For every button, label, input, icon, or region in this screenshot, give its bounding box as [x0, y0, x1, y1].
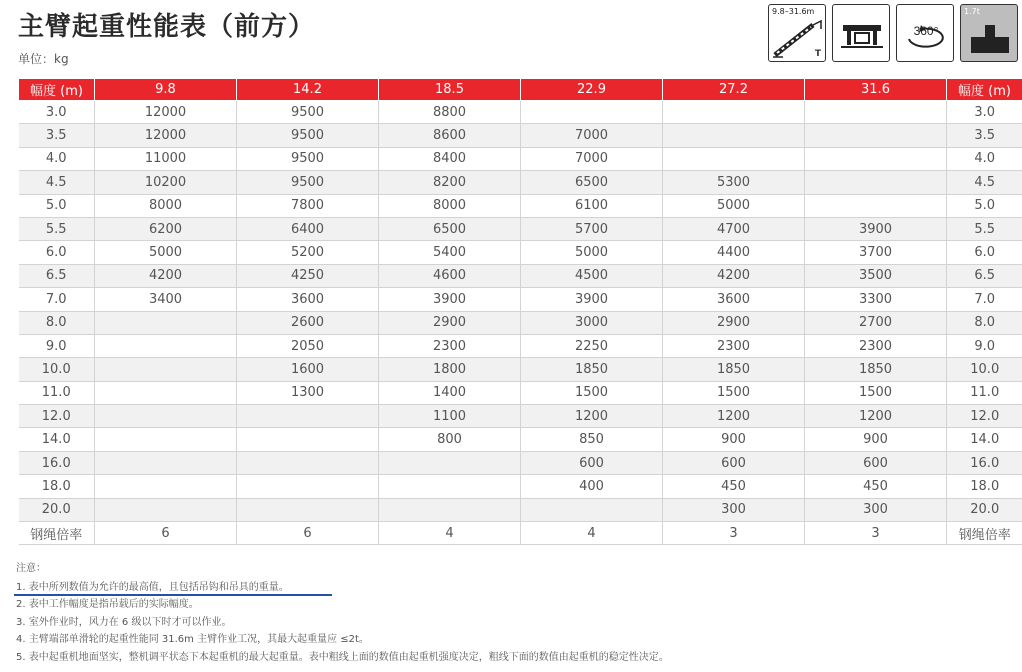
table-cell: 5200: [237, 241, 379, 264]
table-cell: 3.5: [947, 124, 1022, 147]
table-cell: 1850: [663, 358, 805, 381]
table-cell: 1400: [379, 381, 521, 404]
table-cell: 3: [663, 522, 805, 545]
table-cell: [237, 475, 379, 498]
table-cell: 4400: [663, 241, 805, 264]
table-cell: 2300: [379, 334, 521, 357]
table-cell: 3900: [379, 288, 521, 311]
table-cell: 18.0: [19, 475, 95, 498]
table-cell: 4200: [95, 264, 237, 287]
table-cell: 9.0: [947, 334, 1022, 357]
table-cell: 1600: [237, 358, 379, 381]
table-row: [19, 264, 1022, 287]
table-cell: [521, 498, 663, 521]
table-cell: 12.0: [19, 405, 95, 428]
table-cell: 2600: [237, 311, 379, 334]
table-cell: 5.5: [19, 217, 95, 240]
table-cell: [95, 405, 237, 428]
table-cell: [95, 311, 237, 334]
table-cell: 3300: [805, 288, 947, 311]
table-cell: 4: [521, 522, 663, 545]
table-cell: 3400: [95, 288, 237, 311]
table-cell: 8.0: [19, 311, 95, 334]
table-cell: 1200: [805, 405, 947, 428]
column-header: 27.2: [663, 79, 805, 101]
table-cell: 11.0: [19, 381, 95, 404]
table-cell: [95, 451, 237, 474]
table-row: [19, 475, 1022, 498]
table-cell: 900: [663, 428, 805, 451]
table-cell: 1500: [521, 381, 663, 404]
table-cell: 600: [663, 451, 805, 474]
column-header: 幅度 (m): [947, 79, 1022, 101]
table-cell: 2250: [521, 334, 663, 357]
table-cell: 1500: [663, 381, 805, 404]
table-cell: 14.0: [19, 428, 95, 451]
table-cell: 7.0: [19, 288, 95, 311]
boom-length-icon: [768, 4, 826, 62]
table-cell: 2900: [379, 311, 521, 334]
table-cell: 850: [521, 428, 663, 451]
table-row: [19, 241, 1022, 264]
table-cell: 450: [663, 475, 805, 498]
table-cell: 6.5: [19, 264, 95, 287]
table-cell: 2050: [237, 334, 379, 357]
table-cell: 7000: [521, 147, 663, 170]
table-cell: 3600: [663, 288, 805, 311]
table-cell: 2300: [805, 334, 947, 357]
page-title: 主臂起重性能表（前方）: [18, 12, 316, 42]
table-cell: 8800: [379, 101, 521, 124]
unit-label: 单位：kg: [18, 52, 69, 66]
table-cell: [237, 428, 379, 451]
note-item: 1. 表中所列数值为允许的最高值，且包括吊钩和吊具的重量。: [16, 581, 289, 593]
column-header: 18.5: [379, 79, 521, 101]
table-cell: [805, 101, 947, 124]
table-cell: 6.0: [19, 241, 95, 264]
table-cell: 1100: [379, 405, 521, 428]
table-cell: 4.5: [19, 171, 95, 194]
table-cell: 8.0: [947, 311, 1022, 334]
table-cell: [805, 124, 947, 147]
table-cell: [805, 171, 947, 194]
table-cell: 2900: [663, 311, 805, 334]
table-cell: 4: [379, 522, 521, 545]
table-cell: 18.0: [947, 475, 1022, 498]
notes-section: [16, 560, 669, 667]
table-cell: 4600: [379, 264, 521, 287]
rope-ratio-row: [19, 522, 1022, 545]
table-cell: 2300: [663, 334, 805, 357]
note-item: 3. 室外作业时，风力在 6 级以下时才可以作业。: [16, 616, 232, 628]
table-cell: 8000: [379, 194, 521, 217]
table-cell: 900: [805, 428, 947, 451]
table-row: [19, 288, 1022, 311]
table-cell: 400: [521, 475, 663, 498]
table-cell: 2700: [805, 311, 947, 334]
column-header: 22.9: [521, 79, 663, 101]
table-cell: 1200: [663, 405, 805, 428]
table-cell: 12000: [95, 101, 237, 124]
table-cell: 8400: [379, 147, 521, 170]
table-cell: 5300: [663, 171, 805, 194]
table-cell: 1800: [379, 358, 521, 381]
column-header: 31.6: [805, 79, 947, 101]
table-cell: 6: [237, 522, 379, 545]
table-row: [19, 217, 1022, 240]
table-cell: 10.0: [19, 358, 95, 381]
table-cell: [95, 498, 237, 521]
table-cell: [663, 124, 805, 147]
table-cell: 4.0: [19, 147, 95, 170]
table-cell: [379, 498, 521, 521]
table-cell: 5400: [379, 241, 521, 264]
table-cell: [805, 194, 947, 217]
table-cell: 600: [521, 451, 663, 474]
table-cell: 4250: [237, 264, 379, 287]
table-cell: [237, 451, 379, 474]
table-cell: [95, 381, 237, 404]
table-cell: 12.0: [947, 405, 1022, 428]
table-cell: 4.0: [947, 147, 1022, 170]
note-item: 4. 主臂端部单滑轮的起重性能同 31.6m 主臂作业工况，其最大起重量应 ≤2t。: [16, 634, 369, 646]
table-cell: 3600: [237, 288, 379, 311]
table-cell: 6400: [237, 217, 379, 240]
table-cell: [521, 101, 663, 124]
table-cell: 钢绳倍率: [947, 522, 1022, 545]
table-cell: 3700: [805, 241, 947, 264]
table-cell: [95, 475, 237, 498]
table-cell: 1850: [521, 358, 663, 381]
boom-length-sub: T: [814, 49, 821, 59]
table-row: [19, 147, 1022, 170]
selection-underline: [14, 594, 332, 596]
table-cell: 4700: [663, 217, 805, 240]
table-cell: 1300: [237, 381, 379, 404]
table-cell: 9500: [237, 101, 379, 124]
table-cell: 1200: [521, 405, 663, 428]
table-row: [19, 194, 1022, 217]
load-chart-table: [18, 78, 1022, 545]
table-row: [19, 334, 1022, 357]
table-cell: 5000: [663, 194, 805, 217]
table-row: [19, 381, 1022, 404]
table-cell: 4.5: [947, 171, 1022, 194]
table-cell: 9500: [237, 124, 379, 147]
table-cell: 7000: [521, 124, 663, 147]
table-cell: 9500: [237, 147, 379, 170]
table-cell: 8200: [379, 171, 521, 194]
table-cell: 4500: [521, 264, 663, 287]
table-cell: [95, 334, 237, 357]
table-cell: 12000: [95, 124, 237, 147]
table-cell: 14.0: [947, 428, 1022, 451]
table-cell: 3000: [521, 311, 663, 334]
column-header: 14.2: [237, 79, 379, 101]
table-cell: 6: [95, 522, 237, 545]
table-cell: 5.0: [19, 194, 95, 217]
table-cell: 5000: [521, 241, 663, 264]
table-cell: 3900: [521, 288, 663, 311]
notes-heading: 注意：: [16, 563, 46, 574]
table-cell: [663, 147, 805, 170]
table-cell: [95, 358, 237, 381]
table-cell: 20.0: [947, 498, 1022, 521]
table-row: [19, 428, 1022, 451]
table-cell: 钢绳倍率: [19, 522, 95, 545]
table-header-row: [19, 79, 1022, 101]
table-cell: 7.0: [947, 288, 1022, 311]
table-cell: 11000: [95, 147, 237, 170]
table-row: [19, 124, 1022, 147]
table-cell: 3: [805, 522, 947, 545]
table-cell: 20.0: [19, 498, 95, 521]
note-item: 5. 表中起重机地面坚实，整机调平状态下本起重机的最大起重量。表中粗线上面的数值由起重机强度决定，粗线下面的数值由起重机的稳定性决定。: [16, 651, 669, 663]
table-row: [19, 451, 1022, 474]
rotation-360-icon: [896, 4, 954, 62]
table-cell: [379, 451, 521, 474]
table-cell: [95, 428, 237, 451]
table-cell: 6.5: [947, 264, 1022, 287]
table-cell: 300: [663, 498, 805, 521]
table-cell: 5700: [521, 217, 663, 240]
table-cell: 11.0: [947, 381, 1022, 404]
table-cell: 6500: [379, 217, 521, 240]
outrigger-icon: [832, 4, 890, 62]
table-cell: [663, 101, 805, 124]
table-cell: 6500: [521, 171, 663, 194]
table-row: [19, 498, 1022, 521]
table-cell: 5000: [95, 241, 237, 264]
table-cell: 10200: [95, 171, 237, 194]
counterweight-label: 1.7t: [964, 7, 980, 16]
table-cell: [805, 147, 947, 170]
table-cell: 8600: [379, 124, 521, 147]
table-cell: 16.0: [947, 451, 1022, 474]
table-row: [19, 171, 1022, 194]
table-cell: 300: [805, 498, 947, 521]
table-cell: 450: [805, 475, 947, 498]
table-row: [19, 358, 1022, 381]
table-cell: 4200: [663, 264, 805, 287]
table-cell: 800: [379, 428, 521, 451]
table-row: [19, 101, 1022, 124]
table-cell: 6200: [95, 217, 237, 240]
table-cell: 5.5: [947, 217, 1022, 240]
note-item: 2. 表中工作幅度是指吊载后的实际幅度。: [16, 599, 199, 611]
table-row: [19, 311, 1022, 334]
table-cell: 3.0: [947, 101, 1022, 124]
table-cell: 3.0: [19, 101, 95, 124]
table-cell: [237, 405, 379, 428]
table-cell: 9.0: [19, 334, 95, 357]
table-cell: 9500: [237, 171, 379, 194]
table-cell: 5.0: [947, 194, 1022, 217]
table-row: [19, 405, 1022, 428]
table-cell: 3.5: [19, 124, 95, 147]
table-cell: 6100: [521, 194, 663, 217]
counterweight-icon: [960, 4, 1018, 62]
table-cell: 8000: [95, 194, 237, 217]
table-cell: 3500: [805, 264, 947, 287]
table-cell: [379, 475, 521, 498]
boom-length-label: 9.8–31.6m: [772, 7, 815, 16]
table-cell: 3900: [805, 217, 947, 240]
table-cell: 600: [805, 451, 947, 474]
table-cell: 10.0: [947, 358, 1022, 381]
table-cell: 6.0: [947, 241, 1022, 264]
table-cell: 16.0: [19, 451, 95, 474]
column-header: 幅度 (m): [19, 79, 95, 101]
spec-icons: [768, 4, 1020, 66]
table-cell: 1850: [805, 358, 947, 381]
column-header: 9.8: [95, 79, 237, 101]
rotation-label: 360°: [913, 24, 939, 38]
table-cell: 7800: [237, 194, 379, 217]
table-cell: [237, 498, 379, 521]
table-cell: 1500: [805, 381, 947, 404]
